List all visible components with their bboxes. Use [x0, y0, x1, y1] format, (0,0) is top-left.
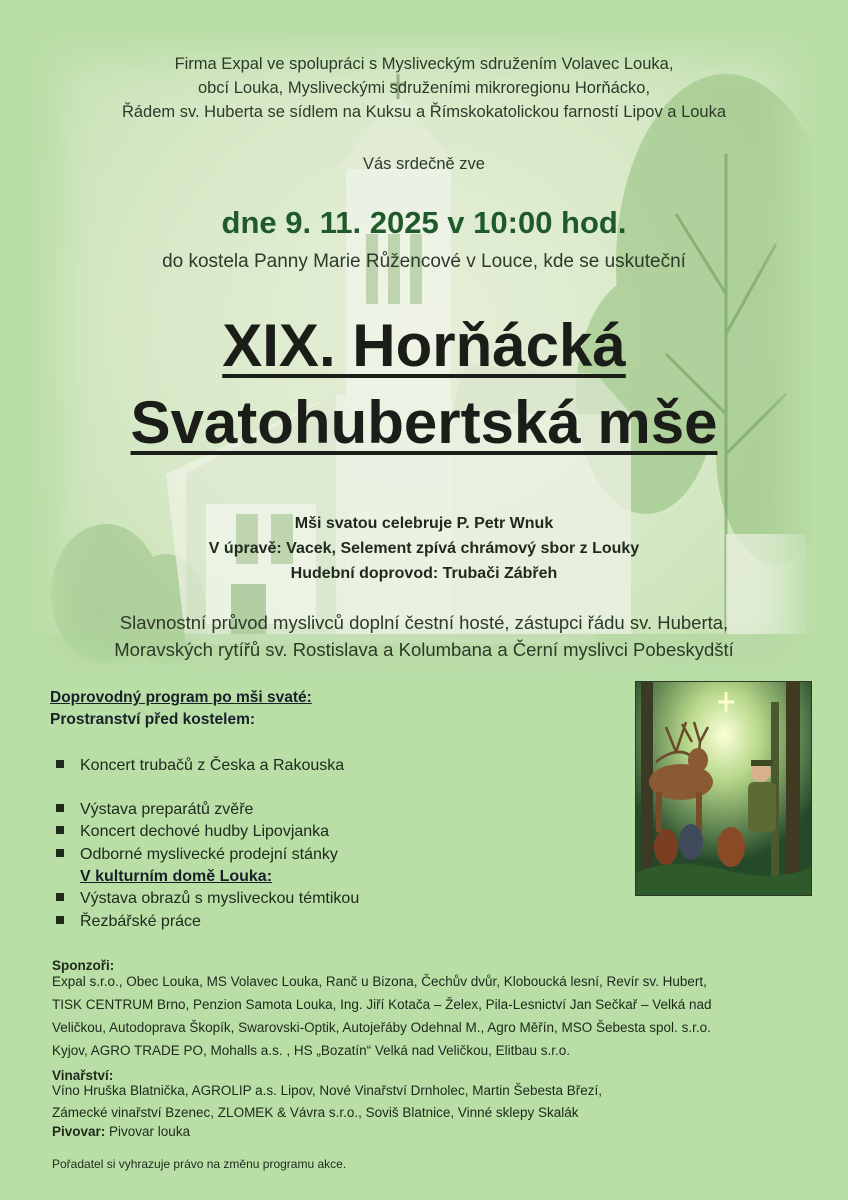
st-hubert-painting	[635, 681, 812, 896]
program-item: Odborné myslivecké prodejní stánky	[56, 846, 338, 864]
procession-line: Slavnostní průvod myslivců doplní čestní hosté, zástupci řádu sv. Huberta,	[119, 612, 729, 633]
intro-line: Řádem sv. Huberta se sídlem na Kuksu a Římskokatolickou farností Lipov a Louka	[121, 103, 727, 121]
celebration-info	[0, 511, 848, 586]
sponsors-list	[52, 970, 772, 1062]
celebrant-line: Mši svatou celebruje P. Petr Wnuk	[294, 515, 554, 532]
church-location: do kostela Panny Marie Růžencové v Louce, kde se uskuteční	[162, 251, 686, 272]
program-item: Výstava preparátů zvěře	[56, 801, 253, 819]
title-line-1: XIX. Horňácká	[222, 312, 626, 379]
event-title	[0, 307, 848, 461]
bullet-icon	[56, 804, 64, 812]
program-location-church: Prostranství před kostelem:	[50, 711, 256, 728]
program-item: Výstava obrazů s mysliveckou témtikou	[56, 890, 359, 908]
painting-illustration	[636, 682, 811, 895]
program-item: Koncert trubačů z Česka a Rakouska	[56, 757, 344, 775]
arrangement-line: V úpravě: Vacek, Selement zpívá chrámový sbor z Louky	[208, 540, 640, 557]
intro-line: obcí Louka, Mysliveckými sdruženími mikroregionu Horňácko,	[197, 79, 651, 97]
brewery-line: Pivovar: Pivovar louka	[52, 1124, 191, 1139]
program-item: Řezbářské práce	[56, 913, 201, 931]
wineries-heading: Vinařství:	[52, 1068, 114, 1083]
program-location-culture-house: V kulturním domě Louka:	[80, 868, 273, 885]
wineries-line: Zámecké vinařství Bzenec, ZLOMEK & Vávra s.r.o., Soviš Blatnice, Vinné sklepy Skalák	[52, 1105, 579, 1120]
sponsors-line: Expal s.r.o., Obec Louka, MS Volavec Louka, Ranč u Bizona, Čechův dvůr, Kloboucká lesní, Revír sv. Hubert,	[52, 974, 707, 989]
bullet-icon	[56, 760, 64, 768]
invitation-text: Vás srdečně zve	[363, 155, 485, 173]
wineries-line: Víno Hruška Blatnička, AGROLIP a.s. Lipov, Nové Vinařství Drnholec, Martin Šebesta Březí,	[52, 1083, 602, 1098]
title-line-2: Svatohubertská mše	[130, 389, 718, 456]
program-item: Koncert dechové hudby Lipovjanka	[56, 823, 329, 841]
bullet-icon	[56, 916, 64, 924]
wineries-list	[52, 1080, 772, 1124]
sponsors-line: TISK CENTRUM Brno, Penzion Samota Louka, Ing. Jiří Kotača – Želex, Pila-Lesnictví Jan Sečkař – Velká nad	[52, 997, 712, 1012]
procession-line: Moravských rytířů sv. Rostislava a Kolumbana a Černí myslivci Pobeskydští	[114, 639, 734, 660]
disclaimer-note: Pořadatel si vyhrazuje právo na změnu programu akce.	[52, 1157, 347, 1171]
bullet-icon	[56, 849, 64, 857]
sponsors-heading: Sponzoři:	[52, 958, 115, 973]
program-heading: Doprovodný program po mši svaté:	[50, 689, 312, 706]
organizers-intro	[0, 52, 848, 124]
event-date: dne 9. 11. 2025 v 10:00 hod.	[221, 205, 627, 240]
sponsors-line: Kyjov, AGRO TRADE PO, Mohalls a.s. , HS „Bozatín“ Velká nad Veličkou, Elitbau s.r.o.	[52, 1043, 570, 1058]
intro-line: Firma Expal ve spolupráci s Mysliveckým sdružením Volavec Louka,	[174, 55, 674, 73]
music-line: Hudební doprovod: Trubači Zábřeh	[290, 565, 558, 582]
sponsors-line: Veličkou, Autodoprava Škopík, Swarovski-Optik, Autojeřáby Odehnal M., Agro Měřín, MSO Šebesta spol. s.r.o.	[52, 1020, 711, 1035]
bullet-icon	[56, 893, 64, 901]
bullet-icon	[56, 826, 64, 834]
procession-info	[0, 609, 848, 663]
